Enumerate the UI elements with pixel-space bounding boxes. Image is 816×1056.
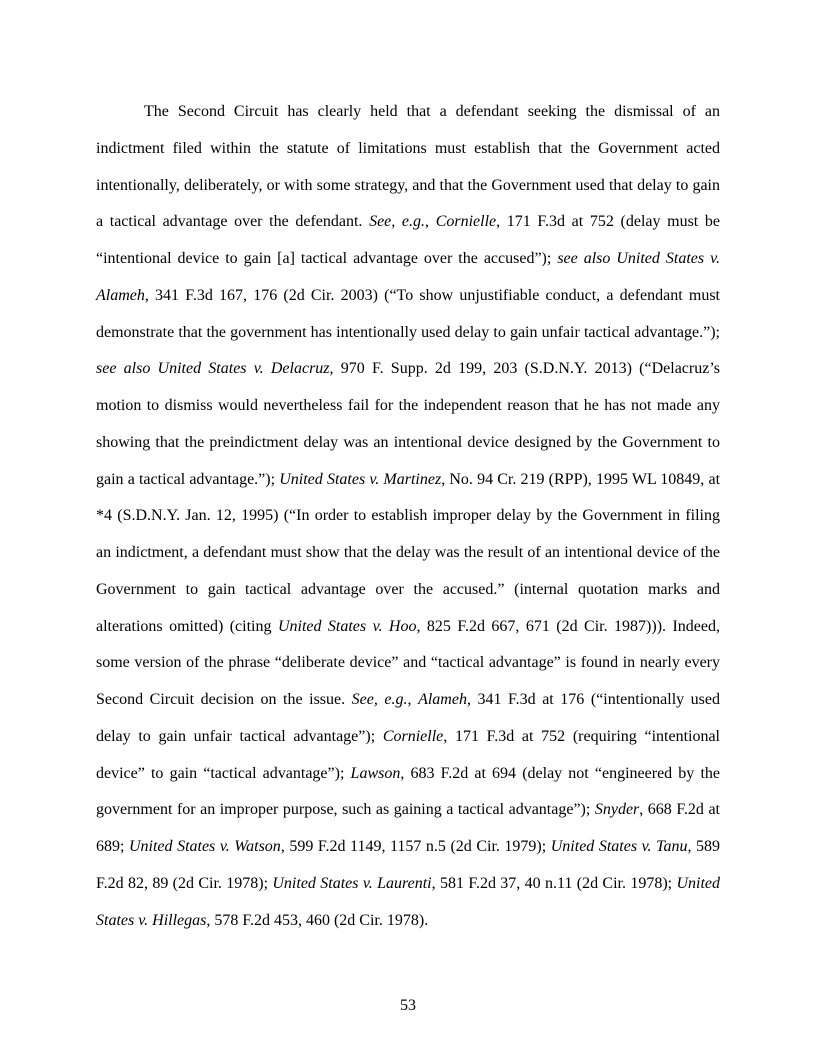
paragraph-segment: The Second Circuit has clearly held that a defendant seeking the dismissal of an indictment filed within the statute of limitations must establish that the Government acted intentionally, deliberately, or with some strategy, and that the Government used that delay to gain a tactical advantage over the defendant. — [96, 103, 720, 231]
paragraph-segment: , 341 F.3d at 176 (“intentionally used delay to gain unfair tactical advantage”); — [96, 691, 721, 745]
paragraph-segment: , 825 F.2d 667, 671 (2d Cir. 1987))). Indeed, some version of the phrase “deliberate device” and “tactical advantage” is found in nearly every Second Circuit decision on the issue. — [96, 617, 720, 708]
paragraph-segment: , 171 F.3d at 752 (requiring “intentional device” to gain “tactical advantage”); — [96, 727, 721, 782]
paragraph-segment: , 599 F.2d 1149, 1157 n.5 (2d Cir. 1979); — [280, 838, 551, 855]
paragraph-segment: , — [425, 213, 436, 231]
case-name: Snyder — [594, 801, 640, 819]
body-paragraph — [96, 94, 720, 939]
case-name: United States v. Tanu — [550, 838, 688, 855]
paragraph-segment: , 578 F.2d 453, 460 (2d Cir. 1978). — [206, 911, 429, 929]
paragraph-segment: , 581 F.2d 37, 40 n.11 (2d Cir. 1978); — [431, 874, 677, 892]
paragraph-segment: , 683 F.2d at 694 (delay not “engineered by the government for an improper purpose, such as gaining a tactical advantage”); — [96, 764, 720, 819]
case-name: Cornielle — [435, 213, 497, 231]
citation-signal: See, e.g. — [369, 213, 426, 231]
paragraph-segment: , 668 F.2d at 689; — [96, 801, 720, 855]
case-name: United States v. Hoo — [277, 617, 417, 635]
paragraph-segment: , — [407, 691, 419, 708]
paragraph-segment: , No. 94 Cr. 219 (RPP), 1995 WL 10849, at *4 (S.D.N.Y. Jan. 12, 1995) (“In order to establish improper delay by the Government in filing an indictment, a defendant must show that the delay was the result of an intentional device of the Government to gain tactical advantage over the accused.” (internal quotation marks and alterations omitted) (citing — [96, 470, 721, 635]
page-number: 53 — [400, 997, 416, 1014]
paragraph-segment: , 341 F.3d 167, 176 (2d Cir. 2003) (“To show unjustifiable conduct, a defendant must demonstrate that the government has intentionally used delay to gain unfair tactical advantage.”); — [96, 286, 720, 341]
case-name: see also United States v. Delacruz — [96, 360, 330, 378]
case-name: United States v. Watson — [128, 838, 281, 855]
case-name: Alameh — [418, 691, 467, 708]
citation-signal: See, e.g. — [351, 691, 408, 708]
case-name: United States v. Hillegas — [96, 874, 721, 929]
case-name: United States v. Martinez — [279, 470, 442, 488]
paragraph-segment: , 171 F.3d at 752 (delay must be “intentional device to gain [a] tactical advantage over the accused”); — [96, 213, 721, 267]
case-name: see also United States v. Alameh — [96, 250, 720, 304]
case-name: Lawson — [350, 764, 401, 782]
paragraph-segment: , 970 F. Supp. 2d 199, 203 (S.D.N.Y. 2013) (“Delacruz’s motion to dismiss would nevertheless fail for the independent reason that he has not made any showing that the preindictment delay was an intentional device designed by the Government to gain a tactical advantage.”); — [96, 360, 720, 488]
case-name: United States v. Laurenti — [272, 874, 432, 892]
paragraph-segment: , 589 F.2d 82, 89 (2d Cir. 1978); — [96, 838, 721, 892]
case-name: Cornielle — [382, 727, 444, 745]
